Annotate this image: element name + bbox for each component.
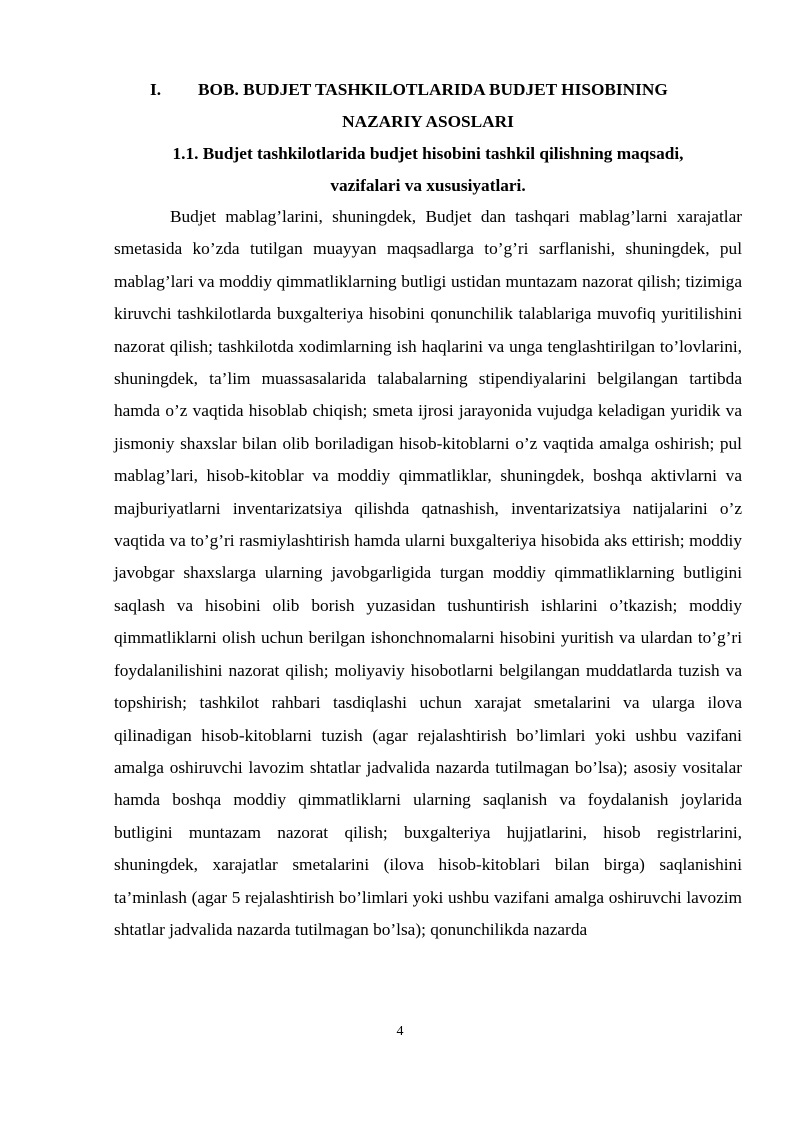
body-paragraph: Budjet mablag’larini, shuningdek, Budjet dan tashqari mablag’larni xarajatlar smetasida ko’zda tutilgan muayyan maqsadlarga to’g’ri sarflanishi, shuningdek, pul mablag’lari va moddiy qimmatliklarning butligi ustidan muntazam nazorat qilish; tizimiga kiruvchi tashkilotlarda buxgalteriya hisobini qonunchilik talablariga muvofiq yuritilishini nazorat qilish; tashkilotda xodimlarning ish haqlarini va unga tenglashtirilgan to’lovlarini, shuningdek, ta’lim muassasalarida talabalarning stipendiyalarini belgilangan tartibda hamda o’z vaqtida hisoblab chiqish; smeta ijrosi jarayonida vujudga keladigan yuridik va jismoniy shaxslar bilan olib boriladigan hisob-kitoblarni o’z vaqtida amalga oshirish; pul mablag’lari, hisob-kitoblar va moddiy qimmatliklar, shuningdek, boshqa aktivlarni va majburiyatlarni inventarizatsiya qilishda qatnashish, inventarizatsiya natijalarini o’z vaqtida va to’g’ri rasmiylashtirish hamda ularni buxgalteriya hisobida aks ettirish; moddiy javobgar shaxslarga ularning javobgarligida turgan moddiy qimmatliklarning butligini saqlash va hisobini olib borish yuzasidan tushuntirish ishlarini o’tkazish; moddiy qimmatliklarni olish uchun berilgan ishonchnomalarni hisobini yuritish va ulardan to’g’ri foydalanilishini nazorat qilish; moliyaviy hisobotlarni belgilangan muddatlarda tuzish va topshirish; tashkilot rahbari tasdiqlashi uchun xarajat smetalarini va ularga ilova qilinadigan hisob-kitoblarni tuzish (agar rejalashtirish bo’limlari yoki ushbu vazifani amalga oshiruvchi lavozim shtatlar jadvalida nazarda tutilmagan bo’lsa); asosiy vositalar hamda boshqa moddiy qimmatliklarni ularning saqlanish va foydalanish joylarida butligini muntazam nazorat qilish; buxgalteriya hujjatlarini, hisob registrlarini, shuningdek, xarajatlar smetalarini (ilova hisob-kitoblari bilan birga) saqlanishini ta’minlash (agar 5 rejalashtirish bo’limlari yoki ushbu vazifani amalga oshiruvchi lavozim shtatlar jadvalida nazarda tutilmagan bo’lsa); qonunchilikda nazarda (114, 207, 742, 939)
page-number: 4 (396, 1024, 404, 1039)
section-heading-line1: 1.1. Budjet tashkilotlarida budjet hisobini tashkil qilishning maqsadi, (172, 144, 684, 163)
chapter-heading (112, 74, 744, 138)
section-heading (112, 138, 744, 202)
chapter-heading-line1 (112, 74, 744, 106)
chapter-number: I. (150, 80, 162, 99)
chapter-title-text: BOB. BUDJET TASHKILOTLARIDA BUDJET HISOBINING (198, 80, 668, 99)
section-heading-line2: vazifalari va xususiyatlari. (330, 176, 526, 195)
chapter-heading-line2: NAZARIY ASOSLARI (342, 112, 514, 131)
